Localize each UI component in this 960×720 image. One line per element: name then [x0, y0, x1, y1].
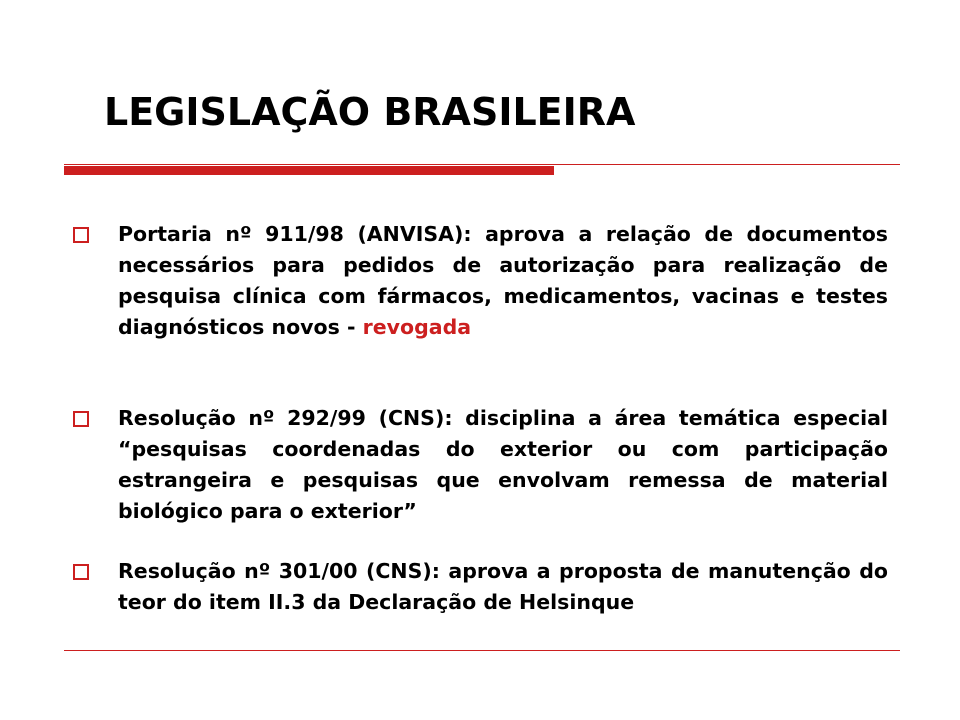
footer-divider	[64, 650, 900, 651]
hollow-square-bullet-icon	[73, 227, 89, 243]
slide-title: LEGISLAÇÃO BRASILEIRA	[104, 90, 636, 134]
bullet-text: Portaria nº 911/98 (ANVISA): aprova a relação de documentos necessários para pedidos de autorização para realização de pesquisa clínica com fármacos, medicamentos, vacinas e testes diagnósticos novos -	[118, 222, 888, 339]
title-divider-thick	[64, 166, 554, 175]
hollow-square-bullet-icon	[73, 411, 89, 427]
bullet-item-portaria-911	[118, 219, 888, 343]
hollow-square-bullet-icon	[73, 564, 89, 580]
bullet-text: Resolução nº 292/99 (CNS): disciplina a área temática especial “pesquisas coordenadas do exterior ou com participação estrangeira e pesquisas que envolvam remessa de material biológico para o exterior”	[118, 406, 888, 523]
revoked-status-text: revogada	[362, 315, 472, 339]
bullet-text: Resolução nº 301/00 (CNS): aprova a proposta de manutenção do teor do item II.3 da Declaração de Helsinque	[118, 559, 888, 614]
title-divider-thin	[64, 164, 900, 165]
bullet-item-resolucao-301	[118, 556, 888, 618]
bullet-item-resolucao-292	[118, 403, 888, 527]
